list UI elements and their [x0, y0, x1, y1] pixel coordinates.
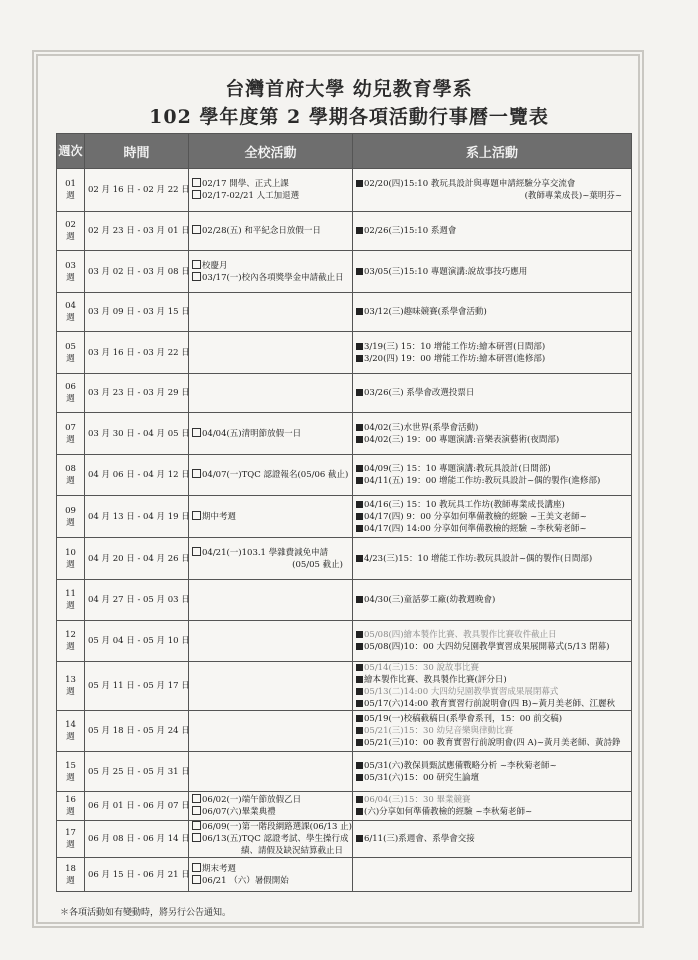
dept-activity-text: 04/02(三)水世界(系學會活動)	[364, 422, 479, 433]
school-activity-cell	[189, 792, 353, 821]
school-activity-item	[192, 260, 349, 272]
bullet-square-icon	[356, 796, 363, 803]
table-row	[57, 858, 632, 892]
week-label: 16	[65, 795, 76, 805]
dept-activity-text: 繪本製作比賽、教具製作比賽(評分日)	[364, 675, 507, 685]
school-activity-item	[192, 511, 349, 523]
dept-activity-item	[356, 794, 628, 806]
school-activity-cell	[189, 212, 353, 251]
school-activity-subline: 績、請假及缺況結算截止日	[240, 846, 343, 856]
dept-activity-text: 05/08(四)繪本製作比賽、教具製作比賽收件截止日	[364, 630, 557, 640]
bullet-square-icon	[356, 727, 363, 734]
checkbox-icon	[192, 190, 201, 199]
dept-activity-item	[356, 178, 628, 190]
dept-activity-text: 02/26(三)15:10 系週會	[364, 226, 457, 236]
table-row	[57, 212, 632, 251]
dept-activity-item	[356, 499, 628, 511]
schedule-table	[56, 133, 632, 892]
week-label: 06	[65, 382, 76, 392]
dept-activity-item	[356, 553, 628, 565]
dept-activity-item	[356, 523, 628, 535]
dept-activity-text: 02/20(四)15:10 教玩具設計與專題申請經驗分享交流會	[364, 179, 576, 189]
school-activity-cell	[189, 251, 353, 293]
dept-activity-text: (六)分享如何準備教檢的經驗 ~李秋菊老師~	[364, 807, 533, 817]
school-activity-cell	[189, 413, 353, 455]
table-row	[57, 374, 632, 413]
dept-activity-cell	[353, 413, 632, 455]
date-range-cell: 04 月 06 日 - 04 月 12 日	[85, 455, 189, 496]
bullet-square-icon	[356, 739, 363, 746]
school-activity-text: 06/02(一)端午節放假乙日	[202, 795, 302, 805]
table-row	[57, 662, 632, 711]
school-activity-text: 02/17 開學、正式上課	[202, 179, 289, 189]
week-cell	[57, 251, 85, 293]
dept-activity-text: 05/14(三)15：30 說故事比賽	[364, 663, 479, 673]
bullet-square-icon	[356, 631, 363, 638]
date-range-cell: 04 月 20 日 - 04 月 26 日	[85, 538, 189, 580]
bullet-square-icon	[356, 268, 363, 275]
school-activity-text: 02/28(五) 和平紀念日放假一日	[202, 226, 321, 236]
date-range-cell: 03 月 23 日 - 03 月 29 日	[85, 374, 189, 413]
table-row	[57, 621, 632, 662]
table-row	[57, 413, 632, 455]
date-range-cell: 06 月 15 日 - 06 月 21 日	[85, 858, 189, 892]
checkbox-icon	[192, 794, 201, 803]
date-range-cell: 03 月 16 日 - 03 月 22 日	[85, 332, 189, 374]
checkbox-icon	[192, 511, 201, 520]
date-range-cell: 03 月 09 日 - 03 月 15 日	[85, 293, 189, 332]
school-activity-item	[192, 428, 349, 440]
dept-activity-item	[356, 629, 628, 641]
page-title: 台灣首府大學 幼兒教育學系	[225, 78, 473, 100]
dept-activity-item	[356, 686, 628, 698]
week-label: 週	[66, 313, 75, 323]
dept-activity-text: 05/31(六)15：00 研究生論壇	[364, 772, 479, 783]
dept-activity-subline: (教師專業成長)~葉明芬~	[524, 191, 622, 201]
dept-activity-cell	[353, 496, 632, 538]
bullet-square-icon	[356, 808, 363, 815]
bullet-square-icon	[356, 762, 363, 769]
school-activity-cell	[189, 621, 353, 662]
dept-activity-item	[356, 737, 628, 749]
school-activity-cell	[189, 580, 353, 621]
school-activity-cell	[189, 858, 353, 892]
bullet-square-icon	[356, 774, 363, 781]
dept-activity-cell	[353, 251, 632, 293]
dept-activity-cell	[353, 580, 632, 621]
dept-activity-cell	[353, 858, 632, 892]
dept-activity-item	[356, 698, 628, 710]
week-label: 週	[66, 353, 75, 364]
week-cell	[57, 711, 85, 752]
week-cell	[57, 662, 85, 711]
week-label: 14	[65, 720, 76, 730]
week-cell	[57, 293, 85, 332]
bullet-square-icon	[356, 424, 363, 431]
bullet-square-icon	[356, 343, 363, 350]
table-row	[57, 496, 632, 538]
table-row	[57, 293, 632, 332]
checkbox-icon	[192, 833, 201, 842]
dept-activity-text: 04/09(三) 15：10 專題演講:教玩具設計(日間部)	[364, 464, 551, 474]
week-cell	[57, 821, 85, 858]
checkbox-icon	[192, 469, 201, 478]
date-range-cell: 05 月 11 日 - 05 月 17 日	[85, 662, 189, 711]
date-range-cell: 02 月 16 日 - 02 月 22 日	[85, 169, 189, 212]
checkbox-icon	[192, 875, 201, 884]
dept-activity-item	[356, 475, 628, 487]
dept-activity-item	[356, 511, 628, 523]
week-cell	[57, 496, 85, 538]
dept-activity-text: 04/17(四) 9：00 分享如何準備教檢的經驗 ~王美文老師~	[364, 511, 587, 522]
bullet-square-icon	[356, 525, 363, 532]
table-row	[57, 332, 632, 374]
bullet-square-icon	[356, 355, 363, 362]
table-row	[57, 169, 632, 212]
week-label: 週	[66, 434, 75, 445]
dept-activity-text: 06/04(三)15：30 畢業競賽	[364, 795, 471, 805]
date-range-cell: 05 月 25 日 - 05 月 31 日	[85, 752, 189, 792]
school-activity-item	[192, 806, 349, 818]
week-cell	[57, 538, 85, 580]
school-activity-cell	[189, 169, 353, 212]
school-activity-text: 04/04(五)清明節放假一日	[202, 428, 302, 439]
table-row	[57, 821, 632, 858]
date-range-cell: 06 月 08 日 - 06 月 14 日	[85, 821, 189, 858]
dept-activity-text: 05/08(四)10：00 大四幼兒園教學實習成果展開幕式(5/13 閉幕)	[364, 642, 610, 652]
dept-activity-text: 05/19(一)校稿截稿日(系學會系刊，15：00 前交稿)	[364, 714, 563, 724]
school-activity-item	[192, 821, 352, 833]
bullet-square-icon	[356, 308, 363, 315]
dept-activity-item	[356, 225, 628, 237]
week-label: 週	[66, 394, 75, 404]
dept-activity-text: 04/30(三)童話夢工廠(幼教週晚會)	[364, 595, 496, 605]
bullet-square-icon	[356, 555, 363, 562]
dept-activity-text: 04/02(三) 19：00 專題演講:音樂表演藝術(夜間部)	[364, 434, 560, 445]
bullet-square-icon	[356, 835, 363, 842]
dept-activity-cell	[353, 374, 632, 413]
week-label: 週	[66, 559, 75, 570]
bullet-square-icon	[356, 180, 363, 187]
dept-activity-text: 4/23(三)15：10 增能工作坊:教玩具設計~偶的製作(日間部)	[364, 553, 593, 564]
dept-activity-item	[356, 594, 628, 606]
school-activity-text: 02/17-02/21 人工加退選	[202, 191, 300, 201]
week-label: 12	[65, 630, 76, 640]
dept-activity-item	[356, 806, 628, 818]
dept-activity-text: 3/19(三) 15：10 增能工作坊:繪本研習(日間部)	[364, 341, 546, 352]
dept-activity-text: 05/21(三)10：00 教育實習行前說明會(四 A)~黃月美老師、黃詩錚	[364, 738, 621, 748]
dept-activity-cell	[353, 662, 632, 711]
school-activity-item	[192, 190, 349, 202]
week-cell	[57, 580, 85, 621]
checkbox-icon	[192, 225, 201, 234]
week-label: 週	[66, 875, 75, 886]
checkbox-icon	[192, 428, 201, 437]
school-activity-text: 期末考週	[202, 863, 237, 874]
week-label: 01	[65, 179, 76, 189]
week-label: 週	[66, 272, 75, 283]
checkbox-icon	[192, 806, 201, 815]
school-activity-text: 03/17(一)校內各項獎學金申請截止日	[202, 272, 344, 283]
table-header-row	[57, 134, 632, 169]
footnote: ＊各項活動如有變動時，將另行公告通知。	[60, 908, 232, 918]
bullet-square-icon	[356, 700, 363, 707]
checkbox-icon	[192, 178, 201, 187]
school-activity-text: 06/07(六)畢業典禮	[202, 807, 276, 817]
dept-activity-text: 03/26(三) 系學會改選投票日	[364, 388, 475, 398]
dept-activity-cell	[353, 792, 632, 821]
school-activity-text: 期中考週	[202, 511, 237, 522]
dept-activity-text: 04/11(五) 19：00 增能工作坊:教玩具設計~偶的製作(進修部)	[364, 476, 601, 486]
week-cell	[57, 455, 85, 496]
school-activity-text: 06/13(五)TQC 認證考試、學生操行成	[202, 834, 349, 844]
dept-activity-cell	[353, 821, 632, 858]
dept-activity-cell	[353, 212, 632, 251]
date-range-cell: 05 月 18 日 - 05 月 24 日	[85, 711, 189, 752]
school-activity-cell	[189, 496, 353, 538]
dept-activity-cell	[353, 538, 632, 580]
bullet-square-icon	[356, 676, 363, 683]
table-row	[57, 752, 632, 792]
dept-activity-item	[356, 341, 628, 353]
school-activity-cell	[189, 752, 353, 792]
bullet-square-icon	[356, 389, 363, 396]
dept-activity-text: 05/13(二)14:00 大四幼兒園教學實習成果展閉幕式	[364, 687, 559, 697]
week-label: 週	[66, 642, 75, 652]
week-label: 02	[65, 220, 76, 230]
dept-activity-text: 05/31(六)教保員甄試應備戰略分析 ~李秋菊老師~	[364, 760, 557, 771]
dept-activity-item	[356, 641, 628, 653]
dept-activity-item	[356, 422, 628, 434]
dept-activity-cell	[353, 293, 632, 332]
dept-activity-item	[356, 387, 628, 399]
date-range-cell: 04 月 27 日 - 05 月 03 日	[85, 580, 189, 621]
school-activity-text: 04/21(一)103.1 學雜費減免申請	[202, 547, 329, 558]
week-label: 週	[66, 840, 75, 850]
table-row	[57, 580, 632, 621]
date-range-cell: 02 月 23 日 - 03 月 01 日	[85, 212, 189, 251]
week-cell	[57, 621, 85, 662]
schedule-body	[57, 169, 632, 892]
week-label: 15	[65, 760, 76, 771]
school-activity-cell	[189, 821, 353, 858]
school-activity-cell	[189, 455, 353, 496]
dept-activity-item	[356, 463, 628, 475]
checkbox-icon	[192, 863, 201, 872]
checkbox-icon	[192, 547, 201, 556]
header-school: 全校活動	[189, 134, 353, 169]
dept-activity-item	[356, 353, 628, 365]
date-range-cell: 03 月 02 日 - 03 月 08 日	[85, 251, 189, 293]
dept-activity-text: 04/17(四) 14:00 分享如何準備教檢的經驗 ~李秋菊老師~	[364, 523, 587, 534]
bullet-square-icon	[356, 465, 363, 472]
week-label: 13	[65, 675, 76, 685]
week-label: 週	[66, 517, 75, 528]
week-label: 週	[66, 191, 75, 201]
bullet-square-icon	[356, 664, 363, 671]
dept-activity-cell	[353, 621, 632, 662]
dept-activity-cell	[353, 169, 632, 212]
bullet-square-icon	[356, 513, 363, 520]
week-cell	[57, 212, 85, 251]
school-activity-text: 06/21 （六）暑假開始	[202, 875, 289, 886]
week-label: 週	[66, 476, 75, 486]
week-label: 03	[65, 260, 76, 271]
week-cell	[57, 413, 85, 455]
table-row	[57, 455, 632, 496]
dept-activity-item	[356, 725, 628, 737]
page-subtitle: 102 學年度第 2 學期各項活動行事曆一覽表	[149, 106, 549, 128]
checkbox-icon	[192, 821, 201, 830]
checkbox-icon	[192, 260, 201, 269]
date-range-cell: 05 月 04 日 - 05 月 10 日	[85, 621, 189, 662]
week-label: 週	[66, 772, 75, 783]
date-range-cell: 04 月 13 日 - 04 月 19 日	[85, 496, 189, 538]
week-label: 08	[65, 464, 76, 474]
bullet-square-icon	[356, 477, 363, 484]
bullet-square-icon	[356, 436, 363, 443]
dept-activity-item	[356, 713, 628, 725]
week-label: 週	[66, 601, 75, 611]
school-activity-item	[192, 178, 349, 190]
week-label: 週	[66, 232, 75, 242]
dept-activity-item	[356, 662, 628, 674]
week-label: 10	[65, 547, 76, 558]
dept-activity-text: 05/17(六)14:00 教育實習行前說明會(四 B)~黃月美老師、江麗秋	[364, 699, 616, 709]
school-activity-item	[192, 225, 349, 237]
checkbox-icon	[192, 272, 201, 281]
header-dept: 系上活動	[353, 134, 632, 169]
week-cell	[57, 792, 85, 821]
dept-activity-cell	[353, 332, 632, 374]
school-activity-cell	[189, 711, 353, 752]
table-row	[57, 538, 632, 580]
school-activity-item	[192, 469, 349, 481]
dept-activity-item	[356, 760, 628, 772]
school-activity-item	[192, 547, 349, 559]
week-label: 05	[65, 341, 76, 352]
date-range-cell: 06 月 01 日 - 06 月 07 日	[85, 792, 189, 821]
week-label: 11	[65, 589, 76, 599]
table-row	[57, 711, 632, 752]
week-label: 週	[66, 807, 75, 817]
bullet-square-icon	[356, 688, 363, 695]
dept-activity-text: 3/20(四) 19：00 增能工作坊:繪本研習(進修部)	[364, 353, 546, 364]
dept-activity-cell	[353, 752, 632, 792]
week-cell	[57, 858, 85, 892]
dept-activity-item	[356, 772, 628, 784]
school-activity-cell	[189, 374, 353, 413]
table-row	[57, 792, 632, 821]
week-cell	[57, 332, 85, 374]
week-cell	[57, 169, 85, 212]
school-activity-item	[192, 833, 349, 845]
dept-activity-cell	[353, 455, 632, 496]
week-label: 18	[65, 863, 76, 874]
school-activity-subline: (05/05 截止)	[292, 559, 343, 570]
table-row	[57, 251, 632, 293]
dept-activity-text: 6/11(三)系週會、系學會交接	[364, 834, 475, 844]
bullet-square-icon	[356, 643, 363, 650]
bullet-square-icon	[356, 715, 363, 722]
school-activity-item	[192, 272, 349, 284]
school-activity-cell	[189, 662, 353, 711]
date-range-cell: 03 月 30 日 - 04 月 05 日	[85, 413, 189, 455]
week-label: 週	[66, 732, 75, 742]
bullet-square-icon	[356, 596, 363, 603]
school-activity-text: 校慶月	[202, 260, 228, 271]
dept-activity-item	[356, 833, 628, 845]
week-cell	[57, 752, 85, 792]
week-label: 09	[65, 505, 76, 516]
dept-activity-text: 05/21(三)15：30 幼兒音樂與律動比賽	[364, 726, 513, 736]
dept-activity-item	[356, 266, 628, 278]
week-cell	[57, 374, 85, 413]
school-activity-text: 04/07(一)TQC 認證報名(05/06 截止)	[202, 470, 349, 480]
dept-activity-text: 03/05(三)15:10 專題演講:說故事技巧應用	[364, 266, 528, 277]
bullet-square-icon	[356, 501, 363, 508]
dept-activity-text: 03/12(三)趣味競賽(系學會活動)	[364, 307, 487, 317]
week-label: 週	[66, 687, 75, 697]
dept-activity-item	[356, 306, 628, 318]
dept-activity-item	[356, 674, 628, 686]
bullet-square-icon	[356, 227, 363, 234]
week-label: 04	[65, 301, 76, 311]
school-activity-item	[192, 863, 349, 875]
school-activity-cell	[189, 293, 353, 332]
school-activity-cell	[189, 538, 353, 580]
school-activity-cell	[189, 332, 353, 374]
dept-activity-text: 04/16(三) 15：10 教玩具工作坊(教師專業成長講座)	[364, 499, 565, 510]
dept-activity-cell	[353, 711, 632, 752]
dept-activity-item	[356, 434, 628, 446]
school-activity-item	[192, 875, 349, 887]
school-activity-text: 06/09(一)第一階段網路選課(06/13 止)	[202, 822, 352, 832]
school-activity-item	[192, 794, 349, 806]
header-week: 週次	[57, 134, 85, 169]
week-label: 07	[65, 422, 76, 433]
week-label: 17	[65, 828, 76, 838]
header-date: 時間	[85, 134, 189, 169]
